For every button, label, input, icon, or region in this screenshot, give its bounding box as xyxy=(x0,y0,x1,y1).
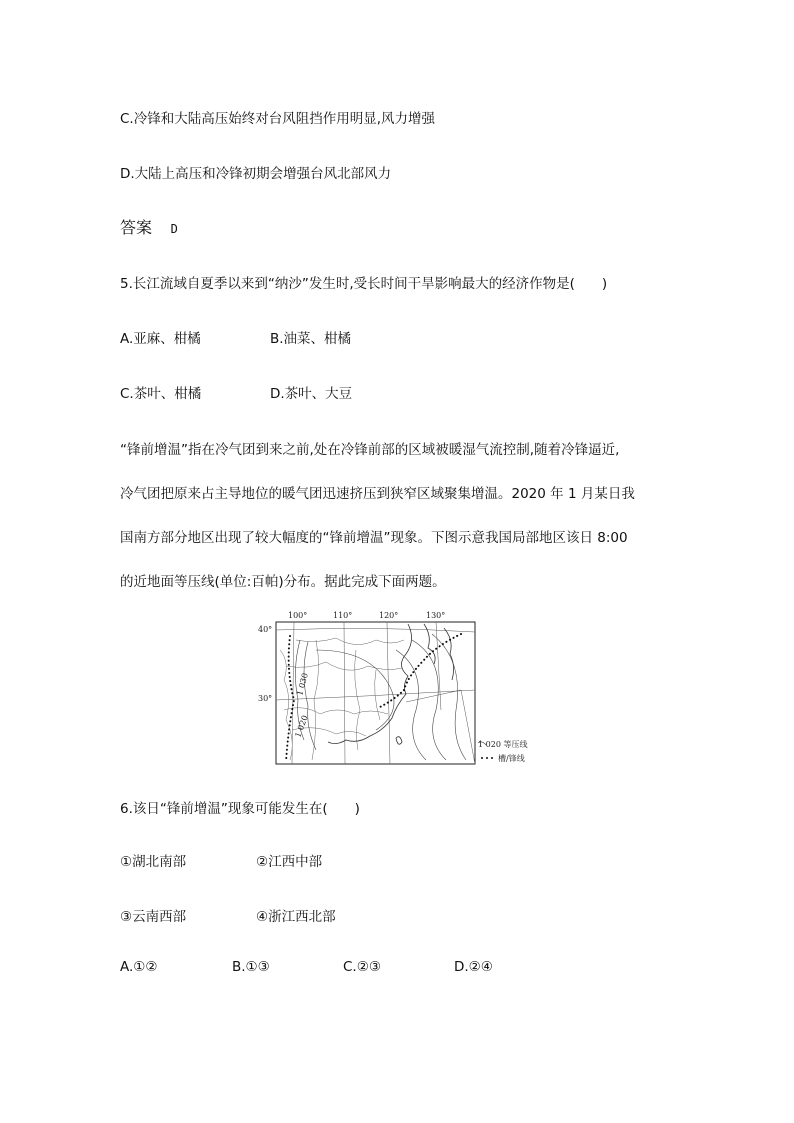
lon-label-100: 100° xyxy=(288,611,308,620)
q5-option-d: D.茶叶、大豆 xyxy=(270,386,353,402)
map-frame xyxy=(276,622,475,764)
q5-option-b-wrap xyxy=(270,330,351,348)
q5-options-row-1 xyxy=(120,330,201,348)
passage-line-4: 的近地面等压线(单位:百帕)分布。据此完成下面两题。 xyxy=(120,574,446,590)
q4-option-c: C.冷锋和大陆高压始终对台风阻挡作用明显,风力增强 xyxy=(120,111,436,127)
q5-options-row-2 xyxy=(120,385,201,403)
isobar-label-1020: 1 020 xyxy=(293,714,310,739)
answer-value: D xyxy=(170,222,178,236)
q5-stem: 5.长江流域自夏季以来到“纳沙”发生时,受长时间干旱影响最大的经济作物是( ) xyxy=(120,276,608,292)
lat-label-40: 40° xyxy=(258,625,273,634)
q5-option-d-wrap xyxy=(270,385,352,403)
passage-line-1: “锋前增温”指在冷气团到来之前,处在冷锋前部的区域被暖湿气流控制,随着冷锋逼近, xyxy=(120,442,620,458)
q6-option-c: C.②③ xyxy=(343,959,381,975)
q6-option-b: B.①③ xyxy=(232,959,270,975)
graticule xyxy=(276,622,475,764)
answer-row xyxy=(120,219,178,238)
q6-stem: 6.该日“锋前增温”现象可能发生在( ) xyxy=(120,801,360,817)
isobar-label-1030: 1 030 xyxy=(295,672,310,697)
map-legend xyxy=(478,739,527,763)
legend-isobar-label: 1 020 等压线 xyxy=(478,740,528,749)
q6-option-a: A.①② xyxy=(120,959,158,975)
lon-label-120: 120° xyxy=(379,611,399,620)
lon-label-130: 130° xyxy=(426,611,446,620)
passage-line-2: 冷气团把原来占主导地位的暖气团迅速挤压到狭窄区域聚集增温。2020 年 1 月某日我 xyxy=(120,486,635,502)
lat-label-30: 30° xyxy=(258,694,273,703)
q6-item-3: ③云南西部 xyxy=(120,909,187,925)
q6-item-1: ①湖北南部 xyxy=(120,854,187,870)
isobar-map xyxy=(256,610,540,772)
q4-option-d: D.大陆上高压和冷锋初期会增强台风北部风力 xyxy=(120,166,392,182)
q6-option-d: D.②④ xyxy=(454,959,493,975)
lon-label-110: 110° xyxy=(333,611,353,620)
q5-option-c: C.茶叶、柑橘 xyxy=(120,386,202,402)
q5-option-a: A.亚麻、柑橘 xyxy=(120,331,201,347)
coastline xyxy=(328,624,454,744)
passage-line-3: 国南方部分地区出现了较大幅度的“锋前增温”现象。下图示意我国局部地区该日 8:00 xyxy=(120,530,628,546)
q6-item-2: ②江西中部 xyxy=(256,854,323,870)
q5-option-b: B.油菜、柑橘 xyxy=(270,331,352,347)
legend-front-label: 槽/锋线 xyxy=(498,754,525,763)
answer-label: 答案 xyxy=(120,218,153,237)
q6-item-4: ④浙江西北部 xyxy=(256,909,336,925)
